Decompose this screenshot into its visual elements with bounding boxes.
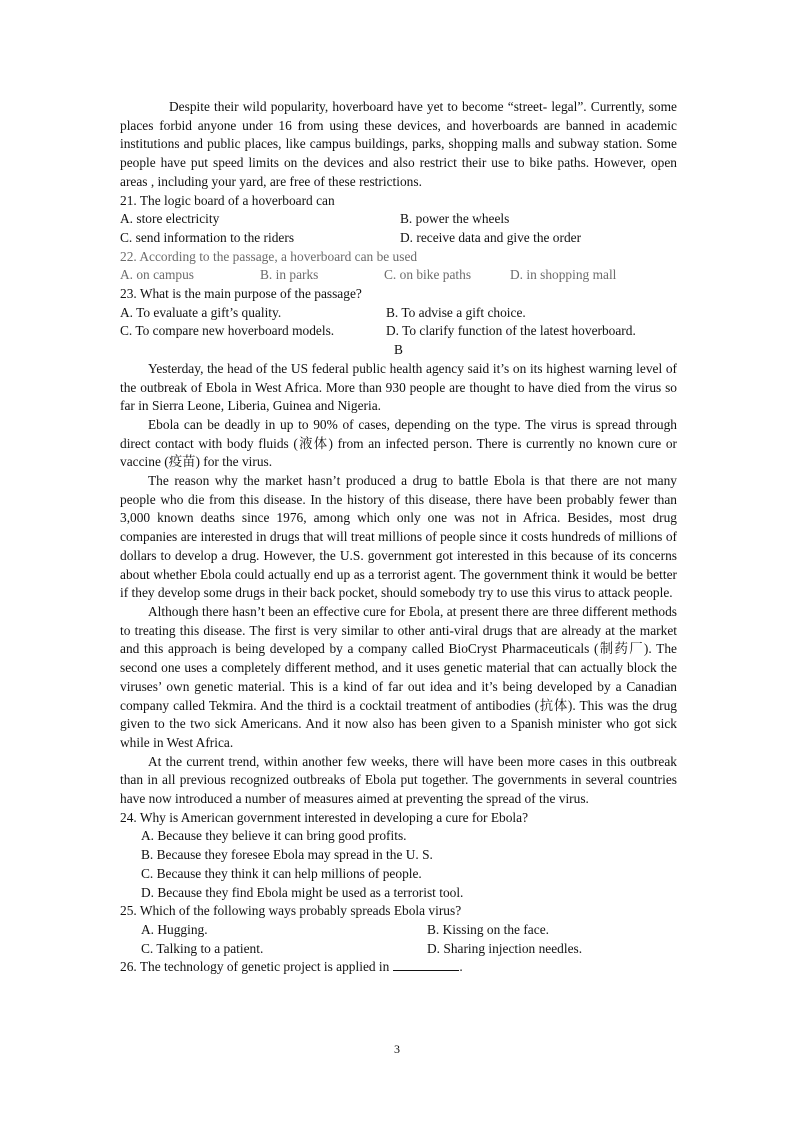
question-24 [120, 809, 677, 903]
option-row [141, 940, 677, 959]
passage-b-paragraph: At the current trend, within another few weeks, there will have been more cases in this outbreak than in all previous recognized outbreaks of Ebola put together. The governments in several countries have now introduced a number of measures aimed at preventing the spread of the virus. [120, 753, 677, 807]
question-stem: 22. According to the passage, a hoverboard can be used [120, 248, 418, 264]
option-c[interactable]: C. send information to the riders [120, 229, 295, 245]
question-stem: 25. Which of the following ways probably spreads Ebola virus? [120, 903, 462, 919]
passage-a-paragraph: Despite their wild popularity, hoverboard have yet to become “street- legal”. Currently, some places forbid anyone under 16 from using these devices, and hoverboards are banned in academic institutions and public places, like campus buildings, parks, shopping malls and subway station. Some people have put speed limits on the devices and also restrict their use to bike paths. However, open areas , including your yard, are free of these restrictions. [120, 99, 677, 189]
option-row [120, 266, 677, 285]
option-d[interactable]: D. in shopping mall [510, 267, 617, 283]
option-c[interactable]: C. Because they think it can help millions of people. [141, 865, 422, 881]
option-a[interactable]: A. on campus [120, 267, 195, 283]
option-c[interactable]: C. on bike paths [384, 267, 472, 283]
option-c[interactable]: C. To compare new hoverboard models. [120, 323, 335, 339]
question-stem: 24. Why is American government interested in developing a cure for Ebola? [120, 809, 529, 825]
question-stem-end: . [459, 959, 463, 975]
question-25 [120, 902, 677, 958]
option-row [120, 229, 677, 248]
page-content [120, 98, 677, 977]
option-d[interactable]: D. Because they find Ebola might be used as a terrorist tool. [141, 884, 464, 900]
option-row [120, 210, 677, 229]
option-c[interactable]: C. Talking to a patient. [141, 940, 264, 956]
option-d[interactable]: D. Sharing injection needles. [427, 940, 583, 956]
option-b[interactable]: B. in parks [260, 267, 319, 283]
question-stem: 21. The logic board of a hoverboard can [120, 192, 335, 208]
option-a[interactable]: A. Because they believe it can bring good profits. [141, 828, 407, 844]
option-a[interactable]: A. store electricity [120, 211, 220, 227]
question-21 [120, 192, 677, 248]
passage-b [120, 360, 677, 809]
question-stem-text: 26. The technology of genetic project is applied in [120, 959, 390, 975]
option-b[interactable]: B. Kissing on the face. [427, 921, 549, 937]
question-stem: 23. What is the main purpose of the passage? [120, 286, 362, 302]
option-b[interactable]: B. Because they foresee Ebola may spread in the U. S. [141, 847, 433, 863]
option-b[interactable]: B. power the wheels [400, 211, 510, 227]
option-row [120, 304, 677, 323]
question-26 [120, 958, 677, 977]
option-a[interactable]: A. To evaluate a gift’s quality. [120, 304, 282, 320]
options-block [120, 921, 677, 958]
question-23 [120, 285, 677, 341]
option-row [120, 322, 677, 341]
option-row [141, 921, 677, 940]
page-number: 3 [394, 1042, 400, 1056]
answer-blank[interactable] [393, 958, 459, 971]
passage-b-paragraph: Ebola can be deadly in up to 90% of cases, depending on the type. The virus is spread through direct contact with body fluids (液体) from an infected person. There is currently no known cure or vaccine (疫苗) for the virus. [120, 416, 677, 470]
passage-b-paragraph: Yesterday, the head of the US federal public health agency said it’s on its highest warning level of the outbreak of Ebola in West Africa. More than 930 people are thought to have died from the virus so far in Sierra Leone, Liberia, Guinea and Nigeria. [120, 360, 677, 414]
passage-b-paragraph: The reason why the market hasn’t produced a drug to battle Ebola is that there are not many people who die from this disease. In the history of this disease, there have been probably fewer than 3,000 known deaths since 1976, among which only one was not in Africa. Besides, most drug companies are interested in drugs that will treat millions of people since it costs hundreds of millions of dollars to develop a drug. However, the U.S. government got interested in this because of its concerns about whether Ebola could actually end up as a terrorist agent. The government think it would be better if they develop some drugs in their back pocket, should somebody try to use this virus to attack people. [120, 473, 677, 601]
option-d[interactable]: D. To clarify function of the latest hoverboard. [386, 323, 636, 339]
option-d[interactable]: D. receive data and give the order [400, 229, 582, 245]
section-b-label: B [394, 342, 403, 358]
question-22 [120, 248, 677, 285]
option-b[interactable]: B. To advise a gift choice. [386, 304, 526, 320]
passage-b-paragraph: Although there hasn’t been an effective cure for Ebola, at present there are three different methods to treating this disease. The first is very similar to other anti-viral drugs that are already at the market and this approach is being developed by a company called BioCryst Pharmaceuticals (制药厂). The second one uses a completely different method, and it uses genetic material that can actually block the viruses’ own genetic material. This is a kind of far out idea and it’s being developed by a Canadian company called Tekmira. And the third is a cocktail treatment of antibodies (抗体). This was the drug given to the two sick Americans. And it now also has been given to a Spanish minister who got sick while in West Africa. [120, 603, 677, 750]
option-a[interactable]: A. Hugging. [141, 921, 208, 937]
question-stem [120, 958, 677, 977]
